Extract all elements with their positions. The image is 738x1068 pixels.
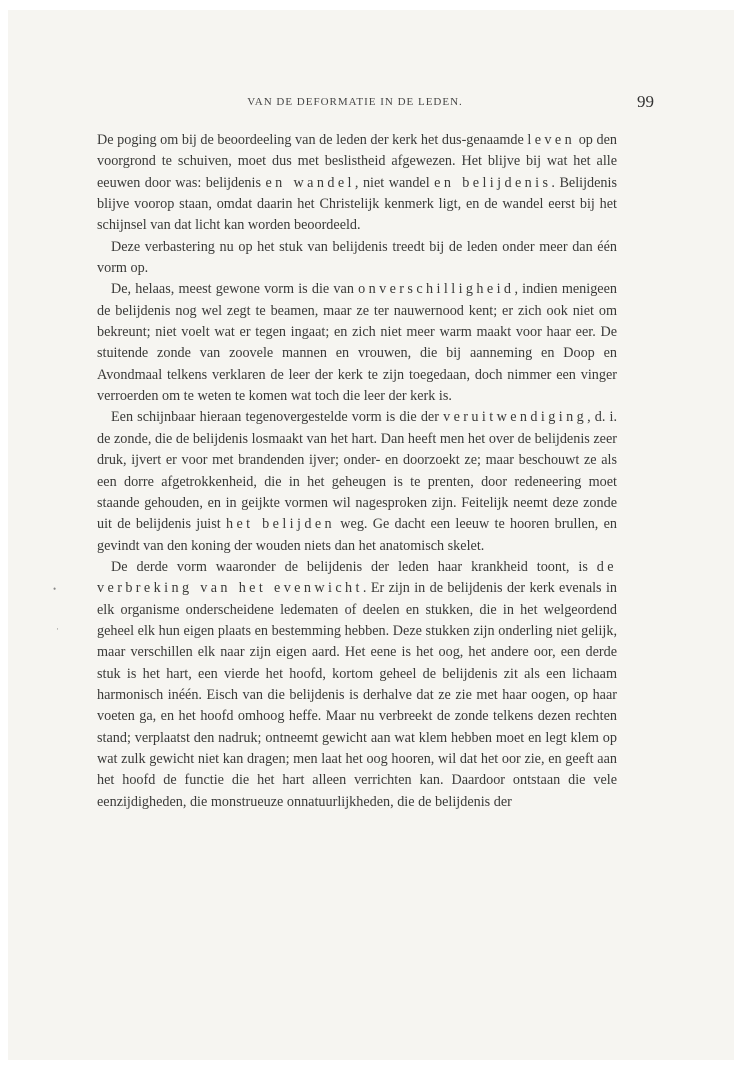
text-run: op den voorgrond te schuiven, moet dus met beslistheid afgewezen. Het blijve bij wat het alle eeuwen door was: belijdenis — [97, 132, 617, 191]
page-header — [96, 94, 654, 116]
text-run: De poging om bij de beoordeeling van de leden der kerk het dus-genaamde — [97, 132, 528, 148]
spaced-emphasis: het belijden — [225, 516, 336, 533]
text-run: Een schijnbaar hieraan tegenovergestelde vorm is die der — [111, 409, 444, 426]
body-text — [97, 130, 617, 813]
spaced-emphasis: en belijdenis — [434, 174, 552, 191]
paragraph — [97, 407, 617, 556]
text-run: , indien menigeen de belijdenis nog wel zegt te beamen, maar ze ter nauwernood kent; er zich ook niet om bekreunt; niet voelt wat er tegen ingaat; en zich niet meer warm maakt voor haar eer. De stuitende zonde van zoovele mannen en vrouwen, die bij aanneming en Doop en Avondmaal telkens verklaren de leer der kerk te zijn toegedaan, doch nimmer een vinger verroerden om te weten te komen wat toch die leer der kerk is. — [97, 281, 617, 405]
running-head: VAN DE DEFORMATIE IN DE LEDEN. — [247, 96, 463, 108]
spaced-emphasis: veruitwendiging — [443, 409, 588, 426]
spaced-emphasis: leven — [527, 132, 576, 148]
text-run: , d. i. de zonde, die de belijdenis losmaakt van het hart. Dan heeft men het over de belijdenis zeer druk, ijvert er voor met brandenden ijver; onder- en doorzoekt ze; maar beschouwt ze als een dorre afgetrokkenheid, die in het geheugen is te prenten, door redeneering moet staande gehouden, en in geijkte vormen wil nagesproken zijn. Feitelijk neemt deze zonde uit de belijdenis juist — [97, 409, 617, 533]
text-run: De, helaas, meest gewone vorm is die van — [111, 281, 359, 298]
text-run: De derde vorm waaronder de belijdenis der leden haar krankheid toont, is — [111, 558, 597, 575]
text-run: . Er zijn in de belijdenis der kerk evenals in elk organisme onderscheidene ledematen of deelen en stukken, die in het welgeordend geheel elk hun eigen plaats en bestemming hebben. Deze stukken zijn onderling niet gelijk, maar verschillen elk naar zijn eigen aard. Het eene is het oog, het andere oor, een derde stuk is het hart, een vierde het hoofd, kortom geheel de belijdenis zit als een lichaam harmonisch inéén. Eisch van die belijdenis is derhalve dat ze zie met haar oogen, op haar voeten ga, en het hoofd omhoog heffe. Maar nu verbreekt de zonde telkens dezen rechten stand; verplaatst den nadruk; ontneemt gewicht aan wat klem hebben moet en legt klem op wat zulk gewicht niet kan dragen; men laat het oog hooren, wil dat het oor zie, en geeft aan het hoofd de functie die het hart alleen verrichten kan. Daardoor ontstaan die vele eenzijdigheden, die monstrueuze onnatuurlijkheden, die de belijdenis der — [97, 580, 617, 810]
text-run: weg. Ge dacht een leeuw te hooren brullen, en gevindt van den koning der wouden niets dan het anatomisch skelet. — [97, 516, 617, 554]
text-run: . Belijdenis blijve voorop staan, omdat daarin het Christelijk kenmerk ligt, en de wandel eerst bij het schijnsel van dat licht kan worden beoordeeld. — [97, 174, 617, 234]
paragraph — [97, 557, 617, 813]
paragraph — [97, 130, 617, 237]
paragraph — [97, 237, 617, 280]
page-number: 99 — [637, 92, 654, 111]
spaced-emphasis: en wandel — [265, 174, 355, 191]
margin-speck: • — [53, 584, 57, 594]
spaced-emphasis: de verbreking van het evenwicht — [97, 558, 617, 597]
margin-speck: · — [56, 624, 59, 634]
text-run: Deze verbastering nu op het stuk van belijdenis treedt bij de leden onder meer dan één vorm op. — [97, 238, 617, 277]
paragraph — [97, 279, 617, 407]
text-run: , niet wandel — [354, 174, 435, 191]
spaced-emphasis: onverschilligheid — [358, 281, 515, 298]
